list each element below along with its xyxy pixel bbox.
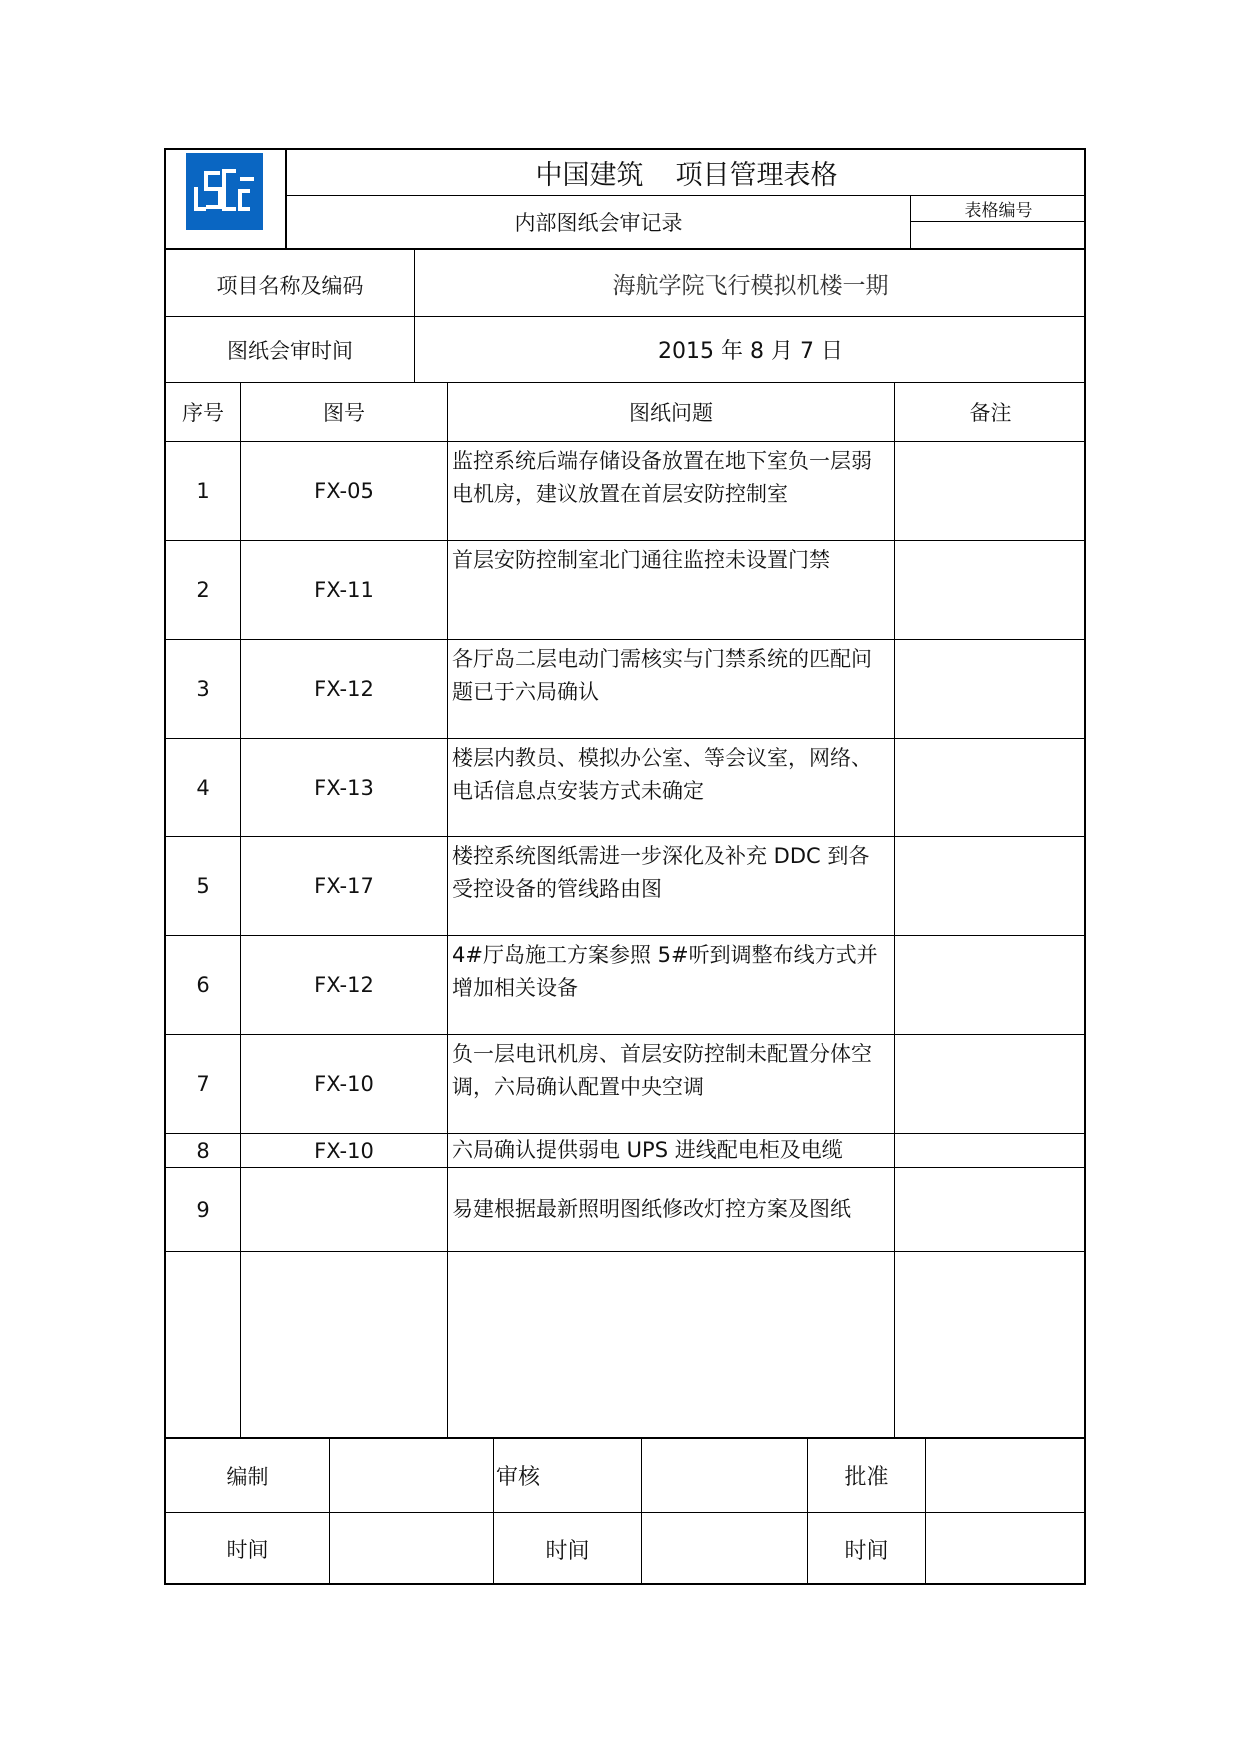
row-issue: 负一层电讯机房、首层安防控制未配置分体空调，六局确认配置中央空调 — [452, 1042, 872, 1099]
form-no-value — [911, 222, 1086, 248]
row-note — [895, 1168, 1086, 1251]
cscec-logo-icon — [192, 167, 258, 217]
review-label: 审核 — [496, 1465, 541, 1490]
project-name-label: 项目名称及编码 — [216, 274, 364, 298]
company-title: 中国建筑 — [535, 160, 644, 191]
row-no: 4 — [196, 775, 210, 800]
row-note — [895, 1134, 1086, 1167]
row-no — [166, 1252, 240, 1437]
row-note — [895, 541, 1086, 639]
row-no: 9 — [196, 1197, 210, 1222]
prepared-value — [330, 1439, 493, 1512]
row-drawing: FX-13 — [314, 775, 374, 800]
row-note — [895, 1035, 1086, 1133]
prepared-label: 编制 — [226, 1464, 269, 1489]
row-note — [895, 640, 1086, 738]
approve-time-label: 时间 — [844, 1538, 889, 1564]
row-issue: 楼控系统图纸需进一步深化及补充 DDC 到各受控设备的管线路由图 — [452, 844, 870, 901]
row-note — [895, 739, 1086, 836]
form-title: 项目管理表格 — [675, 160, 838, 191]
company-logo — [186, 153, 263, 230]
record-title: 内部图纸会审记录 — [514, 211, 683, 235]
row-drawing — [241, 1252, 447, 1437]
review-value — [642, 1439, 807, 1512]
row-note — [895, 936, 1086, 1034]
row-note — [895, 1252, 1086, 1437]
project-name-value: 海航学院飞行模拟机楼一期 — [612, 272, 889, 299]
row-drawing: FX-12 — [314, 677, 374, 701]
review-time-label: 时间 — [545, 1538, 590, 1564]
review-time-label: 图纸会审时间 — [227, 338, 353, 363]
col-header-issue: 图纸问题 — [629, 401, 713, 425]
prepared-time-label: 时间 — [226, 1538, 269, 1562]
row-note — [895, 837, 1086, 935]
row-drawing: FX-11 — [314, 578, 374, 602]
col-header-note: 备注 — [969, 401, 1012, 425]
row-drawing: FX-17 — [314, 874, 374, 898]
row-issue — [448, 1252, 894, 1437]
row-drawing: FX-10 — [314, 1072, 374, 1096]
row-no: 6 — [196, 973, 210, 997]
row-no: 1 — [196, 479, 210, 503]
row-no: 2 — [196, 578, 210, 602]
row-drawing: FX-12 — [314, 973, 374, 997]
row-no: 3 — [196, 677, 210, 701]
row-issue: 首层安防控制室北门通往监控未设置门禁 — [452, 548, 830, 572]
row-issue: 楼层内教员、模拟办公室、等会议室，网络、电话信息点安装方式未确定 — [452, 746, 872, 803]
row-issue: 监控系统后端存储设备放置在地下室负一层弱电机房，建议放置在首层安防控制室 — [452, 449, 872, 506]
page-title — [287, 150, 1086, 195]
approve-value — [926, 1439, 1086, 1512]
row-drawing: FX-10 — [314, 1138, 374, 1163]
row-no: 5 — [196, 874, 210, 898]
approve-label: 批准 — [844, 1465, 889, 1490]
form-no-label: 表格编号 — [964, 201, 1033, 221]
row-drawing: FX-05 — [314, 479, 374, 503]
row-drawing — [241, 1168, 447, 1251]
row-no: 8 — [196, 1138, 210, 1163]
row-note — [895, 442, 1086, 540]
row-issue: 各厅岛二层电动门需核实与门禁系统的匹配问题已于六局确认 — [452, 647, 872, 704]
row-issue: 易建根据最新照明图纸修改灯控方案及图纸 — [452, 1197, 851, 1221]
review-time-value: 2015 年 8 月 7 日 — [658, 339, 843, 364]
row-no: 7 — [196, 1072, 210, 1096]
row-issue: 六局确认提供弱电 UPS 进线配电柜及电缆 — [452, 1138, 843, 1162]
col-header-no: 序号 — [182, 401, 224, 425]
row-issue: 4#厅岛施工方案参照 5#听到调整布线方式并增加相关设备 — [452, 943, 878, 1000]
col-header-drawing: 图号 — [323, 401, 365, 425]
